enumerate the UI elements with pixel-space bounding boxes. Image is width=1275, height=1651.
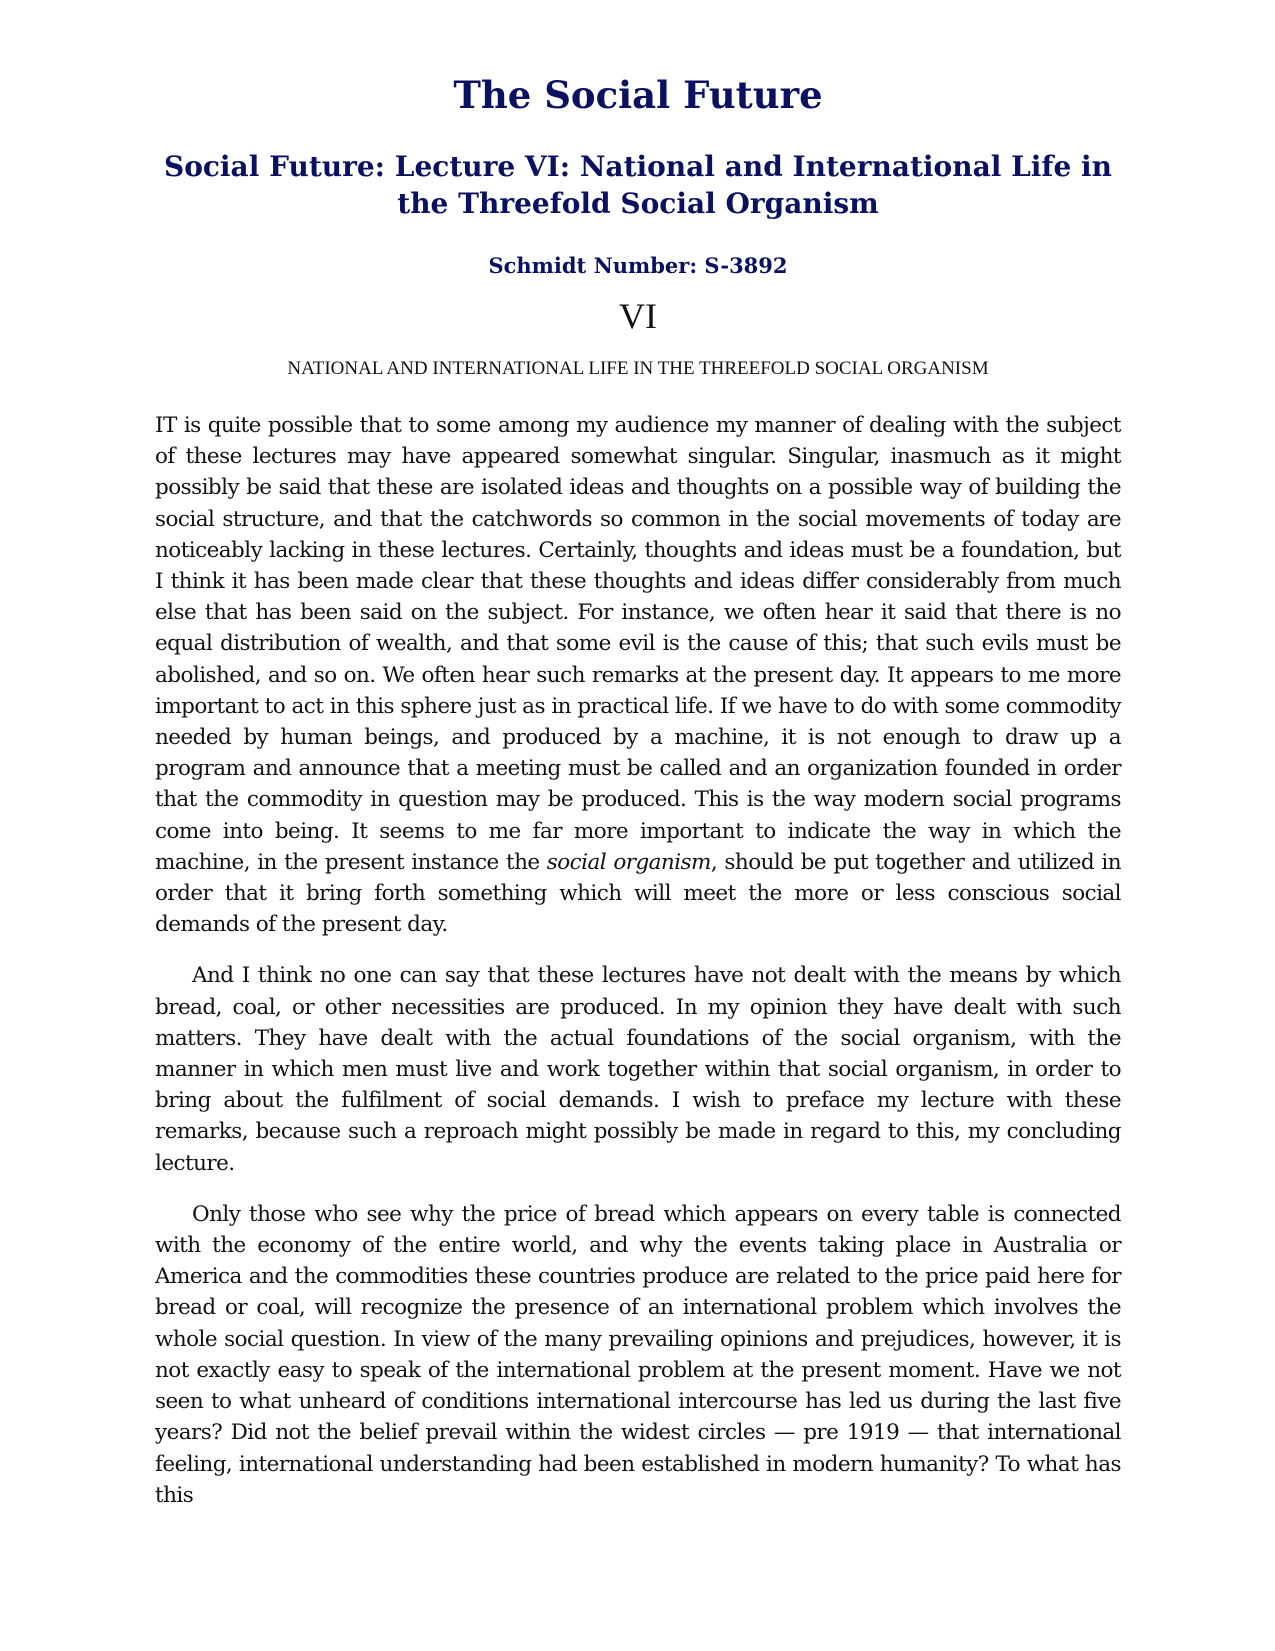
paragraph-2: And I think no one can say that these lectures have not dealt with the means by which bread, coal, or other necessities are produced. In my opinion they have dealt with such matters. They have dealt with the actual foundations of the social organism, with the manner in which men must live and work together within that social organism, in order to bring about the fulfilment of social demands. I wish to preface my lecture with these remarks, because such a reproach might possibly be made in regard to this, my concluding lecture.: [155, 963, 1121, 1176]
paragraph-3: Only those who see why the price of bread which appears on every table is connected with the economy of the entire world, and why the events taking place in Australia or America and the commodities these countries produce are related to the price paid here for bread or coal, will recognize the presence of an international problem which involves the whole social question. In view of the many prevailing opinions and prejudices, however, it is not exactly easy to speak of the international problem at the present moment. Have we not seen to what unheard of conditions international intercourse has led us during the last five years? Did not the belief prevail within the widest circles — pre 1919 — that international feeling, international understanding had been established in modern humanity? To what has this: [155, 1201, 1121, 1508]
paragraph-1-text-before: IT is quite possible that to some among my audience my manner of dealing with the subject of these lectures may have appeared somewhat singular. Singular, inasmuch as it might possibly be said that these are isolated ideas and thoughts on a possible way of building the social structure, and that the catchwords so common in the social movements of today are noticeably lacking in these lectures. Certainly, thoughts and ideas must be a foundation, but I think it has been made clear that these thoughts and ideas differ considerably from much else that has been said on the subject. For instance, we often hear it said that there is no equal distribution of wealth, and that some evil is the cause of this; that such evils must be abolished, and so on. We often hear such remarks at the present day. It appears to me more important to act in this sphere just as in practical life. If we have to do with some commodity needed by human beings, and produced by a machine, it is not enough to draw up a program and announce that a meeting must be called and an organization founded in order that the commodity in question may be produced. This is the way modern social programs come into being. It seems to me far more important to indicate the way in which the machine, in the present instance the: [155, 413, 1121, 875]
paragraph-1-emphasis: social organism: [546, 849, 711, 875]
chapter-heading: NATIONAL AND INTERNATIONAL LIFE IN THE THREEFOLD SOCIAL ORGANISM: [287, 358, 989, 379]
document-page: [155, 70, 1121, 1531]
body-text: [155, 410, 1121, 1511]
lecture-subtitle: Social Future: Lecture VI: National and International Life in the Threefold Social Organism: [163, 150, 1113, 220]
schmidt-number: Schmidt Number: S-3892: [488, 253, 788, 278]
paragraph-1: [155, 410, 1121, 940]
page-title: The Social Future: [453, 73, 823, 117]
paragraph-1-text-after: , should be put together and utilized in order that it bring forth something which will meet the more or less conscious social demands of the present day.: [155, 849, 1121, 938]
chapter-numeral: VI: [619, 296, 657, 336]
